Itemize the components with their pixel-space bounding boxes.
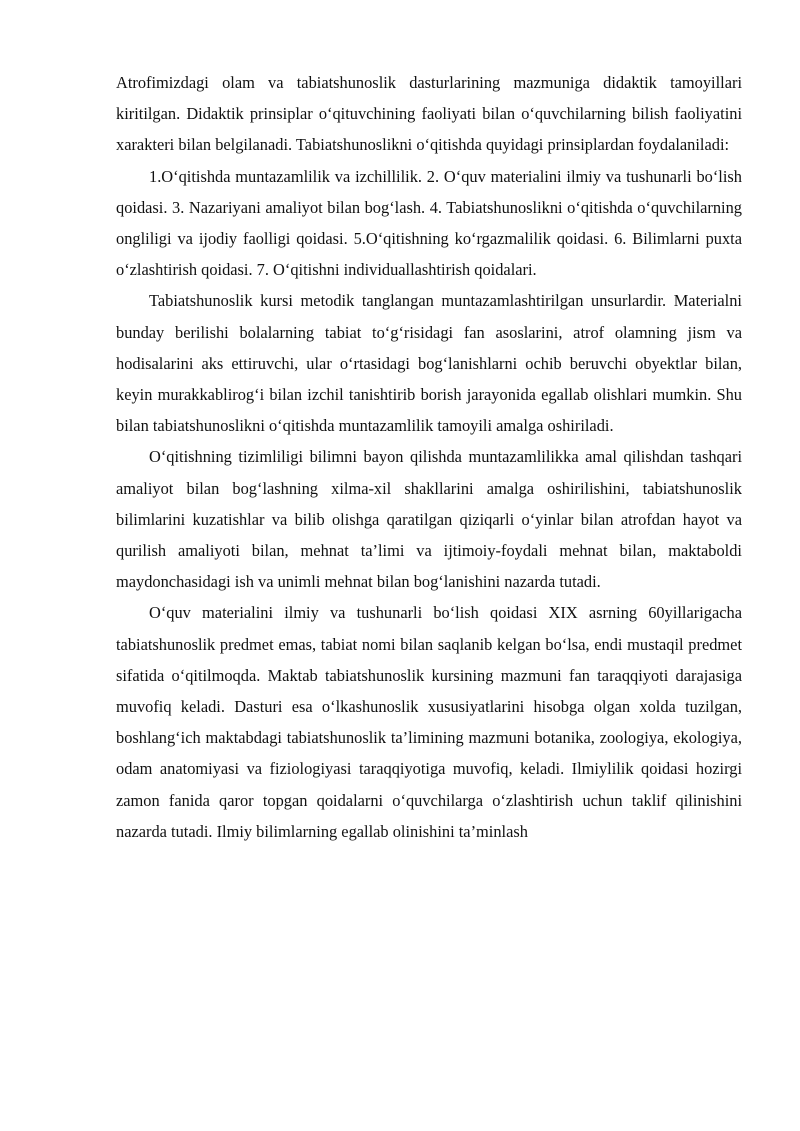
paragraph-principles-list: 1.O‘qitishda muntazamlilik va izchillilik. 2. O‘quv materialini ilmiy va tushunarli bo‘lish qoidasi. 3. Nazariyani amaliyot bilan bog‘lash. 4. Tabiatshunoslikni o‘qitishda o‘quvchilarning ongliligi va ijodiy faolligi qoidasi. 5.O‘qitishning ko‘rgazmalilik qoidasi. 6. Bilimlarni puxta o‘zlashtirish qoidasi. 7. O‘qitishni individuallashtirish qoidalari. (116, 166, 742, 280)
paragraph-course-structure: Tabiatshunoslik kursi metodik tanglangan muntazamlashtirilgan unsurlardir. Materialni bunday berilishi bolalarning tabiat to‘g‘risidagi fan asoslarini, atrof olamning jism va hodisalarini aks ettiruvchi, ular o‘rtasidagi bog‘lanishlarni ochib beruvchi obyektlar bilan, keyin murakkablirog‘i bilan izchil tanishtirib borish jarayonida egallab olishlari mumkin. Shu bilan tabiatshunoslikni o‘qitishda muntazamlilik tamoyili amalga oshiriladi. (116, 291, 742, 436)
paragraph-systematic-teaching: O‘qitishning tizimliligi bilimni bayon qilishda muntazamlilikka amal qilishdan tashqari amaliyot bilan bog‘lashning xilma-xil shakllarini amalga oshirilishini, tabiatshunoslik bilimlarini kuzatishlar va bilib olishga qaratilgan qiziqarli o‘yinlar bilan atrofdan hayot va qurilish amaliyoti bilan, mehnat ta’limi va ijtimoiy-foydali mehnat bilan, maktaboldi maydonchasidagi ish va unimli mehnat bilan bog‘lanishini nazarda tutadi. (116, 447, 742, 592)
paragraph-intro: Atrofimizdagi olam va tabiatshunoslik dasturlarining mazmuniga didaktik tamoyillari kiritilgan. Didaktik prinsiplar o‘qituvchining faoliyati bilan o‘quvchilarning bilish faoliyatini xarakteri bilan belgilanadi. Tabiatshunoslikni o‘qitishda quyidagi prinsiplardan foydalaniladi: (116, 73, 742, 155)
document-page (116, 67, 742, 847)
paragraph-scientific-principle: O‘quv materialini ilmiy va tushunarli bo‘lish qoidasi XIX asrning 60yillarigacha tabiatshunoslik predmet emas, tabiat nomi bilan saqlanib kelgan bo‘lsa, endi mustaqil predmet sifatida o‘qitilmoqda. Maktab tabiatshunoslik kursining mazmuni fan taraqqiyoti darajasiga muvofiq keladi. Dasturi esa o‘lkashunoslik xususiyatlarini hisobga olgan xolda tuzilgan, boshlang‘ich maktabdagi tabiatshunoslik ta’limining mazmuni botanika, zoologiya, ekologiya, odam anatomiyasi va fiziologiyasi taraqqiyotiga muvofiq, keladi. Ilmiylilik qoidasi hozirgi zamon fanida qaror topgan qoidalarni o‘quvchilarga o‘zlashtirish uchun taklif qilinishini nazarda tutadi. Ilmiy bilimlarning egallab olinishini ta’minlash (116, 603, 742, 841)
